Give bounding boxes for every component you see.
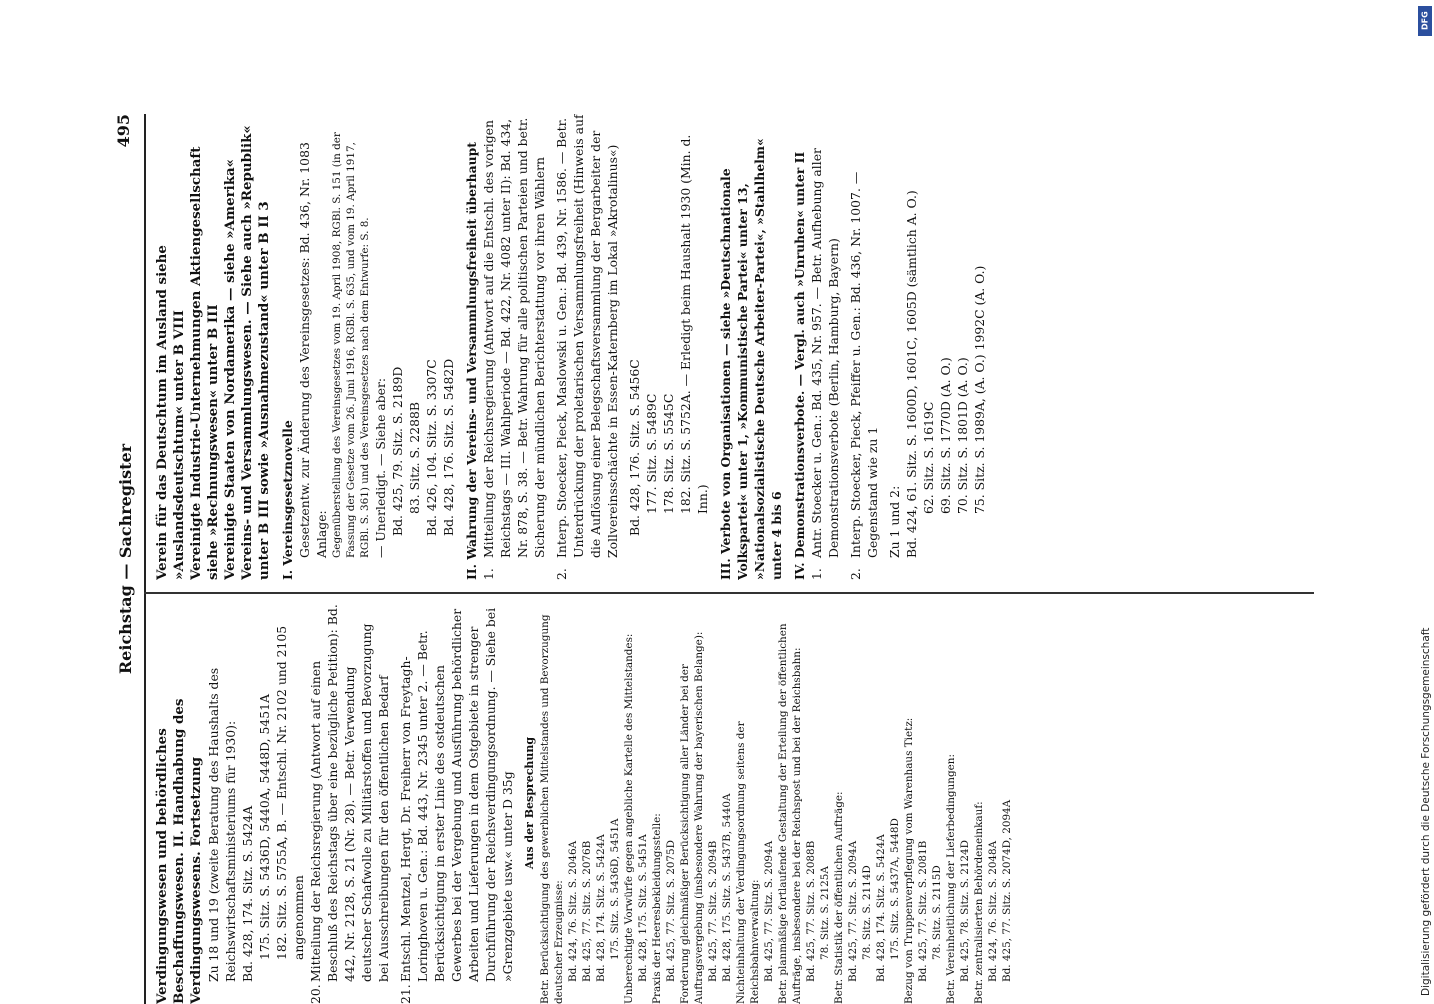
index-line: Unberechtigte Vorwürfe gegen angebliche Kartelle des Mittelstandes: bbox=[623, 633, 635, 1004]
entry-text: Mitteilung der Reichsregierung (Antwort auf die Entschl. des vorigen Reichstags — III. Wahlperiode — Bd. 422, Nr. 4082 unter II): Bd. 434, Nr. 878, S. 38. — Betr. Wahrung für alle politischen Parteien und betr. Sicherung der mündlichen Berichterstattung vor ihren Wählern bbox=[481, 117, 547, 558]
index-line: Bd. 428, 174. Sitz. S. 5424A bbox=[240, 805, 255, 982]
index-line: Bd. 428, 176. Sitz. S. 5482D bbox=[441, 358, 456, 536]
index-line: Aus der Besprechung bbox=[523, 736, 536, 870]
index-line: Bd. 428, 174. Sitz. S. 5424A bbox=[595, 834, 607, 982]
index-line: 70. Sitz. S. 1801D (A. O.) bbox=[955, 357, 970, 514]
index-line: Gegenüberstellung des Vereinsgesetzes vom 19. April 1908, RGBl. S. 151 (in der Fassung der Gesetze vom 26. Juni 1916, RGBl. S. 635, und vom 19. April 1917, RGBl. S. 361) und des Vereinsgesetzes nach dem Entwurfe: S. 8. bbox=[331, 132, 371, 558]
index-line: Bd. 425, 77. Sitz. S. 2088B bbox=[805, 840, 817, 982]
index-line: Nichteinhaltung der Verdingungsordnung seitens der Reichsbahnverwaltung: bbox=[735, 721, 761, 1004]
index-line: Betr. Statistik der öffentlichen Aufträge: bbox=[833, 791, 845, 1004]
section-heading: I. Vereinsgesetznovelle bbox=[280, 420, 295, 580]
index-line: 62. Sitz. S. 1619C bbox=[921, 401, 936, 514]
funding-note: Digitalisierung gefördert durch die Deutsche Forschungsgemeinschaft bbox=[1420, 627, 1432, 996]
index-line: 69. Sitz. S. 1770D (A. O.) bbox=[938, 357, 953, 514]
column-divider bbox=[144, 592, 1314, 594]
section-heading: IV. Demonstrationsverbote. — Vergl. auch »Unruhen« unter II bbox=[792, 151, 807, 580]
rotated-document-page bbox=[110, 114, 1310, 1004]
index-line: 75. Sitz. S. 1989A, (A. O.) 1992C (A. O.) bbox=[972, 265, 987, 514]
entry-number: 21. bbox=[398, 984, 413, 1004]
index-line: Bd. 428, 175. Sitz. S. 5437B, 5440A bbox=[721, 793, 733, 982]
entry-text: Antr. Stoecker u. Gen.: Bd. 435, Nr. 957. — Betr. Aufhebung aller Demonstrationsverbote (Berlin, Hamburg, Bayern) bbox=[809, 148, 841, 558]
index-line: Bd. 428, 175. Sitz. S. 5451A bbox=[637, 834, 649, 982]
numbered-entry bbox=[480, 114, 548, 580]
index-line: Betr. planmäßige fortlaufende Gestaltung der Erteilung der öffentlichen Aufträge, insbesondere bei der Reichspost und bei der Reichsbahn: bbox=[777, 623, 803, 1004]
numbered-entry bbox=[307, 602, 392, 1004]
entry-text: Mitteilung der Reichsregierung (Antwort auf einen Beschluß des Reichstags über eine bezügliche Petition): Bd. 442, Nr. 2128, S. 21 (Nr. 28). — Betr. Verwendung deutscher Schafwolle zu Militärstoffen und Bevorzugung bei Ausschreibungen für den öffentlichen Bedarf bbox=[308, 604, 391, 982]
numbered-entry bbox=[553, 114, 621, 580]
index-line: Bd. 425, 78. Sitz. S. 2124D bbox=[959, 840, 971, 982]
index-line: Bd. 425, 77. Sitz. S. 2094B bbox=[707, 840, 719, 982]
index-line: 78. Sitz. S. 2125A bbox=[819, 866, 831, 960]
running-head bbox=[110, 114, 144, 1004]
index-heading: Vereinigte Industrie-Unternehmungen Aktiengesellschaft siehe »Rechnungswesen« unter B III bbox=[188, 146, 221, 580]
index-line: Bd. 428, 176. Sitz. S. 5456C bbox=[627, 359, 642, 536]
numbered-entry bbox=[808, 114, 842, 580]
index-line: Betr. zentralisierten Behördeneinkauf: bbox=[973, 801, 985, 1004]
index-line: Bd. 425, 79. Sitz. S. 2189D bbox=[390, 366, 405, 536]
entry-text: Interp. Stoecker, Pieck, Pfeiffer u. Gen.: Bd. 436, Nr. 1007. — Gegenstand wie zu 1 bbox=[848, 171, 880, 558]
index-line: Bd. 425, 77. Sitz. S. 2076B bbox=[581, 840, 593, 982]
index-line: 83. Sitz. S. 2288B bbox=[407, 401, 422, 514]
right-column bbox=[154, 114, 1304, 580]
index-line: Bd. 426, 104. Sitz. S. 3307C bbox=[424, 359, 439, 536]
index-line: Forderung gleichmäßiger Berücksichtigung aller Länder bei der Auftragsvergebung (insbesondere Wahrung der bayerischen Belange): bbox=[679, 631, 705, 1004]
entry-number: 1. bbox=[481, 568, 496, 580]
index-line: Bd. 428, 174. Sitz. S. 5424A bbox=[875, 834, 887, 982]
numbered-entry bbox=[397, 602, 516, 1004]
index-line: — Unerledigt. — Siehe aber: bbox=[373, 377, 388, 558]
dfg-logo: DFG bbox=[1418, 6, 1432, 36]
index-line: Bd. 425, 77. Sitz. S. 2094A bbox=[763, 840, 775, 982]
entry-text: Entschl. Mentzel, Hergt, Dr. Freiherr von Freytagh-Loringhoven u. Gen.: Bd. 443, Nr. 2345 unter 2. — Betr. Berücksichtigung in erster Linie des ostdeutschen Gewerbes bei der Vergebung und Ausführung behördlicher Arbeiten und Lieferungen in dem Ostgebiete in strenger Durchführung der Reichsverdingungsordnung. — Siehe bei »Grenzgebiete usw.« unter D 35g bbox=[398, 607, 515, 982]
index-line: Bd. 425, 77. Sitz. S. 2094A bbox=[847, 840, 859, 982]
index-line: 177. Sitz. S. 5489C bbox=[644, 393, 659, 514]
entry-text: Interp. Stoecker, Pieck, Maslowski u. Gen.: Bd. 439, Nr. 1586. — Betr. Unterdrückung der proletarischen Versammlungsfreiheit (Hinweis auf die Auflösung einer Belegschaftsversammlung der Bergarbeiter der Zollvereinsschächte in Essen-Katernberg im Lokal »Akrotalinus«) bbox=[554, 114, 620, 558]
index-line: Bd. 425, 77. Sitz. S. 2075D bbox=[665, 840, 677, 982]
entry-number: 1. bbox=[809, 568, 824, 580]
entry-number: 20. bbox=[308, 984, 323, 1004]
index-line: Bd. 424, 76. Sitz. S. 2048A bbox=[987, 840, 999, 982]
index-heading: Vereinigte Staaten von Nordamerika — siehe »Amerika« bbox=[222, 158, 238, 580]
entry-number: 2. bbox=[848, 568, 863, 580]
page-number: 495 bbox=[114, 114, 133, 148]
numbered-entry bbox=[847, 114, 881, 580]
index-line: Bd. 424, 61. Sitz. S. 1600D, 1601C, 1605D (sämtlich A. O.) bbox=[904, 190, 919, 558]
index-line: Zu 1 und 2: bbox=[887, 485, 902, 558]
index-heading: Vereins- und Versammlungswesen. — Siehe auch »Republik« unter B III sowie »Ausnahmezustand« unter B II 3 bbox=[239, 125, 272, 580]
index-line: 175. Sitz. S. 5436D, 5451A bbox=[609, 818, 621, 960]
index-heading: Verdingungswesen und behördliches Beschaffungswesen. II. Handhabung des Verdingungswesens. Fortsetzung bbox=[154, 698, 204, 1004]
section-heading: II. Wahrung der Vereins- und Versammlungsfreiheit überhaupt bbox=[464, 142, 479, 580]
index-line: Betr. Berücksichtigung des gewerblichen Mittelstandes und Bevorzugung deutscher Erzeugnisse: bbox=[539, 614, 565, 1004]
index-line: 182. Sitz. S. 5752A. — Erledigt beim Haushalt 1930 (Min. d. Inn.) bbox=[678, 134, 710, 514]
header-rule bbox=[144, 114, 146, 1004]
page-title: Reichstag — Sachregister bbox=[116, 443, 135, 675]
index-line: Gesetzentw. zur Änderung des Vereinsgesetzes: Bd. 436, Nr. 1083 bbox=[297, 142, 312, 558]
index-line: 78. Sitz. S. 2114D bbox=[861, 865, 873, 960]
index-line: Bd. 424, 76. Sitz. S. 2046A bbox=[567, 840, 579, 982]
index-line: 182. Sitz. S. 5755A, B. — Entschl. Nr. 2102 und 2105 angenommen bbox=[274, 625, 306, 960]
entry-number: 2. bbox=[554, 568, 569, 580]
index-line: 175. Sitz. S. 5436D, 5440A, 5448D, 5451A bbox=[257, 694, 272, 960]
index-line: 78. Sitz. S. 2115D bbox=[931, 865, 943, 960]
index-line: 175. Sitz. S. 5437A, 5448D bbox=[889, 818, 901, 960]
index-line: 178. Sitz. S. 5545C bbox=[661, 393, 676, 514]
index-line: Bd. 425, 77. Sitz. S. 2081B bbox=[917, 840, 929, 982]
index-line: Anlage: bbox=[314, 510, 329, 558]
index-line: Betr. Vereinheitlichung der Lieferbedingungen: bbox=[945, 754, 957, 1004]
section-heading: III. Verbote von Organisationen — siehe »Deutschnationale Volkspartei« unter 1, »Kommunistische Partei« unter 13, »Nationalsozialistische Deutsche Arbeiter-Partei«, »Stahlhelm« unter 4 bis 6 bbox=[718, 138, 784, 580]
left-column bbox=[154, 602, 1304, 1004]
index-line: Zu 18 und 19 (zweite Beratung des Haushalts des Reichswirtschaftsministeriums für 1930): bbox=[206, 667, 238, 982]
index-line: Bd. 425, 77. Sitz. S. 2074D, 2094A bbox=[1001, 799, 1013, 982]
index-line: Praxis der Heeresbekleidungsstelle: bbox=[651, 813, 663, 1004]
index-line: Bezug von Truppenverpflegung vom Warenhaus Tietz: bbox=[903, 717, 915, 1004]
index-heading: Verein für das Deutschtum im Ausland siehe »Auslandsdeutschtum« unter B VIII bbox=[154, 245, 187, 580]
